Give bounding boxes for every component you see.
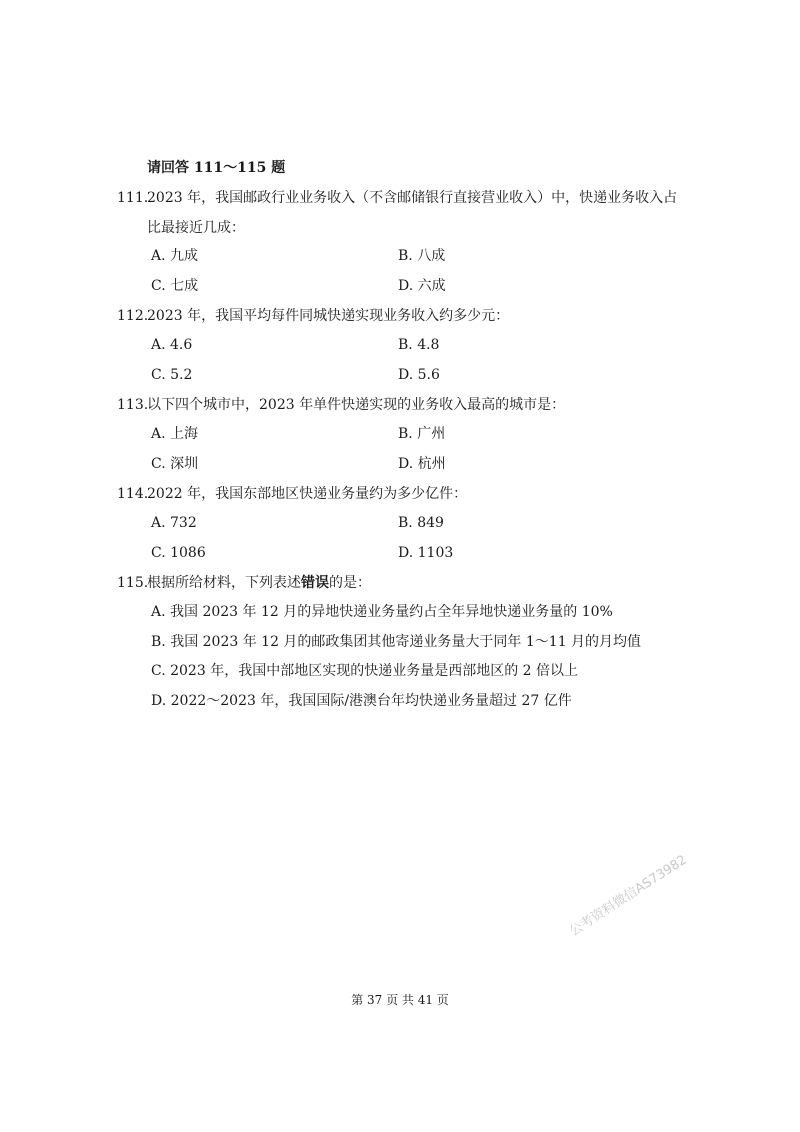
option-a[interactable]: A. 732 bbox=[151, 515, 197, 531]
option-a[interactable]: A. 上海 bbox=[151, 426, 199, 442]
option-d[interactable]: D. 5.6 bbox=[398, 367, 440, 383]
question-stem: 2022 年，我国东部地区快递业务量约为多少亿件： bbox=[147, 486, 468, 502]
question-number: 112. bbox=[117, 308, 149, 324]
question-stem-cont: 比最接近几成： bbox=[147, 220, 245, 236]
question-stem bbox=[147, 573, 371, 593]
watermark: 公考资料微信AS73982 bbox=[567, 852, 690, 940]
option-b[interactable]: B. 849 bbox=[398, 515, 444, 531]
question-number: 115. bbox=[117, 575, 149, 591]
stem-prefix: 根据所给材料，下列表述 bbox=[147, 575, 301, 591]
option-a[interactable]: A. 我国 2023 年 12 月的异地快递业务量约占全年异地快递业务量的 10% bbox=[151, 604, 613, 620]
option-b[interactable]: B. 4.8 bbox=[398, 337, 440, 353]
option-d[interactable]: D. 1103 bbox=[398, 545, 454, 561]
option-b[interactable]: B. 广州 bbox=[398, 426, 446, 442]
option-c[interactable]: C. 深圳 bbox=[151, 456, 199, 472]
option-c[interactable]: C. 5.2 bbox=[151, 367, 193, 383]
stem-emphasis: 错误 bbox=[301, 575, 329, 591]
question-number: 111. bbox=[117, 190, 149, 206]
option-c[interactable]: C. 七成 bbox=[151, 278, 199, 294]
question-number: 114. bbox=[117, 486, 149, 502]
option-d[interactable]: D. 2022～2023 年，我国国际/港澳台年均快递业务量超过 27 亿件 bbox=[151, 693, 572, 709]
page-footer: 第 37 页 共 41 页 bbox=[351, 993, 449, 1007]
option-b[interactable]: B. 八成 bbox=[398, 248, 446, 264]
option-c[interactable]: C. 2023 年，我国中部地区实现的快递业务量是西部地区的 2 倍以上 bbox=[151, 663, 578, 679]
option-d[interactable]: D. 杭州 bbox=[398, 456, 446, 472]
question-stem: 2023 年，我国平均每件同城快递实现业务收入约多少元： bbox=[147, 308, 510, 324]
question-stem: 以下四个城市中，2023 年单件快递实现的业务收入最高的城市是： bbox=[147, 397, 566, 413]
section-heading: 请回答 111～115 题 bbox=[147, 160, 286, 176]
question-stem: 2023 年，我国邮政行业业务收入（不含邮储银行直接营业收入）中，快递业务收入占 bbox=[147, 190, 678, 206]
option-c[interactable]: C. 1086 bbox=[151, 545, 206, 561]
option-a[interactable]: A. 九成 bbox=[151, 248, 199, 264]
question-number: 113. bbox=[117, 397, 149, 413]
option-b[interactable]: B. 我国 2023 年 12 月的邮政集团其他寄递业务量大于同年 1～11 月的月均值 bbox=[151, 634, 642, 650]
option-a[interactable]: A. 4.6 bbox=[151, 337, 193, 353]
option-d[interactable]: D. 六成 bbox=[398, 278, 446, 294]
stem-suffix: 的是： bbox=[329, 575, 371, 591]
